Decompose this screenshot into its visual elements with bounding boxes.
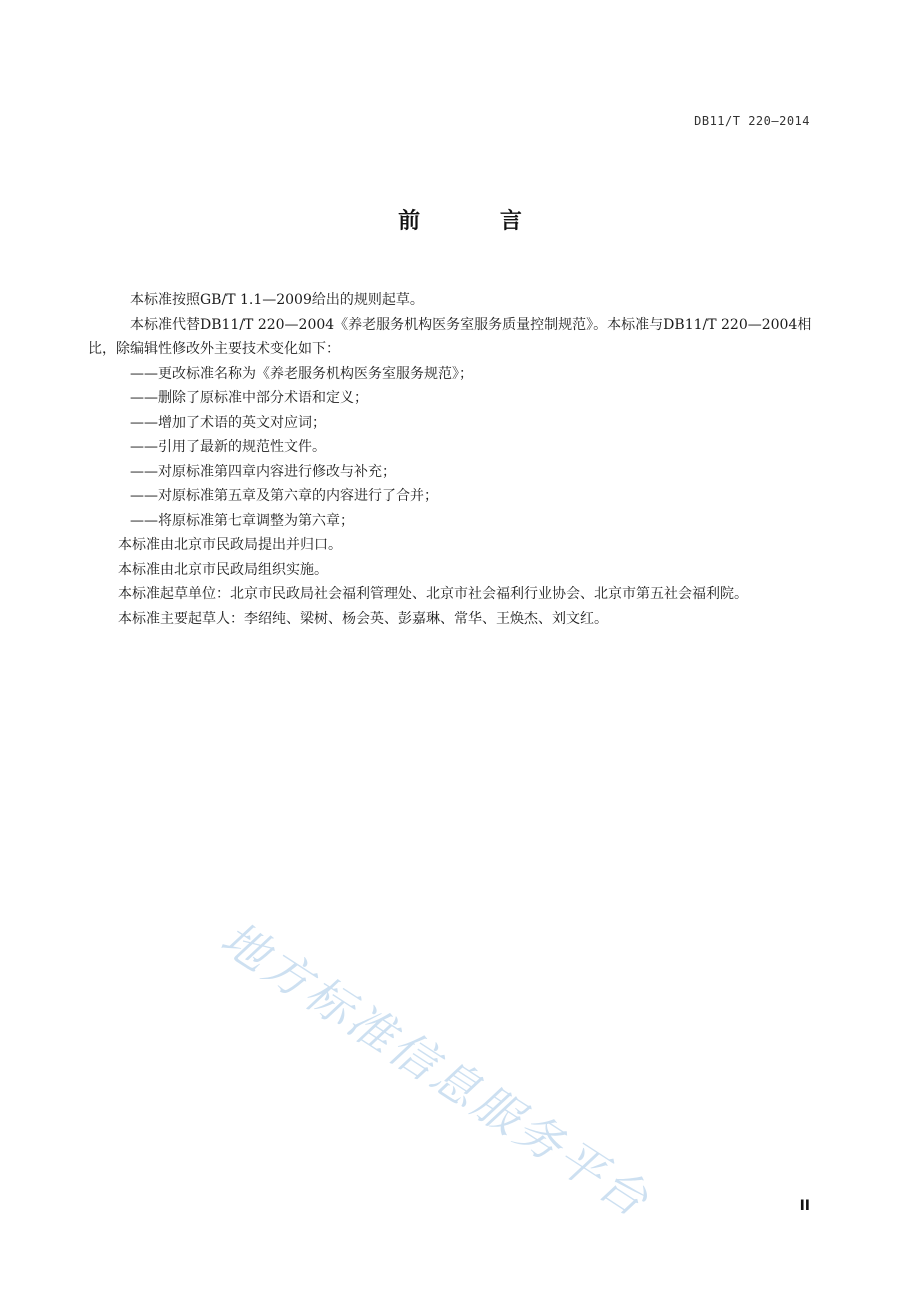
paragraph-drafting-rules: 本标准按照GB/T 1.1—2009给出的规则起草。 — [130, 292, 424, 308]
foreword-body — [88, 288, 814, 631]
change-item: ——更改标准名称为《养老服务机构医务室服务规范》； — [130, 365, 473, 382]
change-item: ——删除了原标准中部分术语和定义； — [130, 390, 368, 406]
change-item: ——引用了最新的规范性文件。 — [130, 439, 326, 455]
page-title: 前 言 — [398, 209, 558, 234]
change-item: ——增加了术语的英文对应词； — [130, 414, 326, 431]
paragraph-replacement: 本标准代替DB11/T 220—2004《养老服务机构医务室服务质量控制规范》。本标准与DB11/T 220—2004相比，除编辑性修改外主要技术变化如下： — [88, 316, 812, 357]
change-item: ——将原标准第七章调整为第六章； — [130, 512, 354, 529]
paragraph-drafting-units: 本标准起草单位：北京市民政局社会福利管理处、北京市社会福利行业协会、北京市第五社会福利院。 — [118, 586, 748, 602]
watermark-text: 地方标准信息服务平台 — [211, 910, 661, 1229]
change-item: ——对原标准第四章内容进行修改与补充； — [130, 463, 396, 480]
paragraph-implementer: 本标准由北京市民政局组织实施。 — [118, 561, 328, 578]
document-code-header: DB11/T 220—2014 — [694, 114, 810, 128]
change-item: ——对原标准第五章及第六章的内容进行了合并； — [130, 488, 438, 504]
page-number: II — [799, 1198, 810, 1214]
paragraph-proposer: 本标准由北京市民政局提出并归口。 — [118, 537, 342, 553]
paragraph-drafters: 本标准主要起草人：李绍纯、梁树、杨会英、彭嘉琳、常华、王焕杰、刘文红。 — [118, 610, 608, 627]
